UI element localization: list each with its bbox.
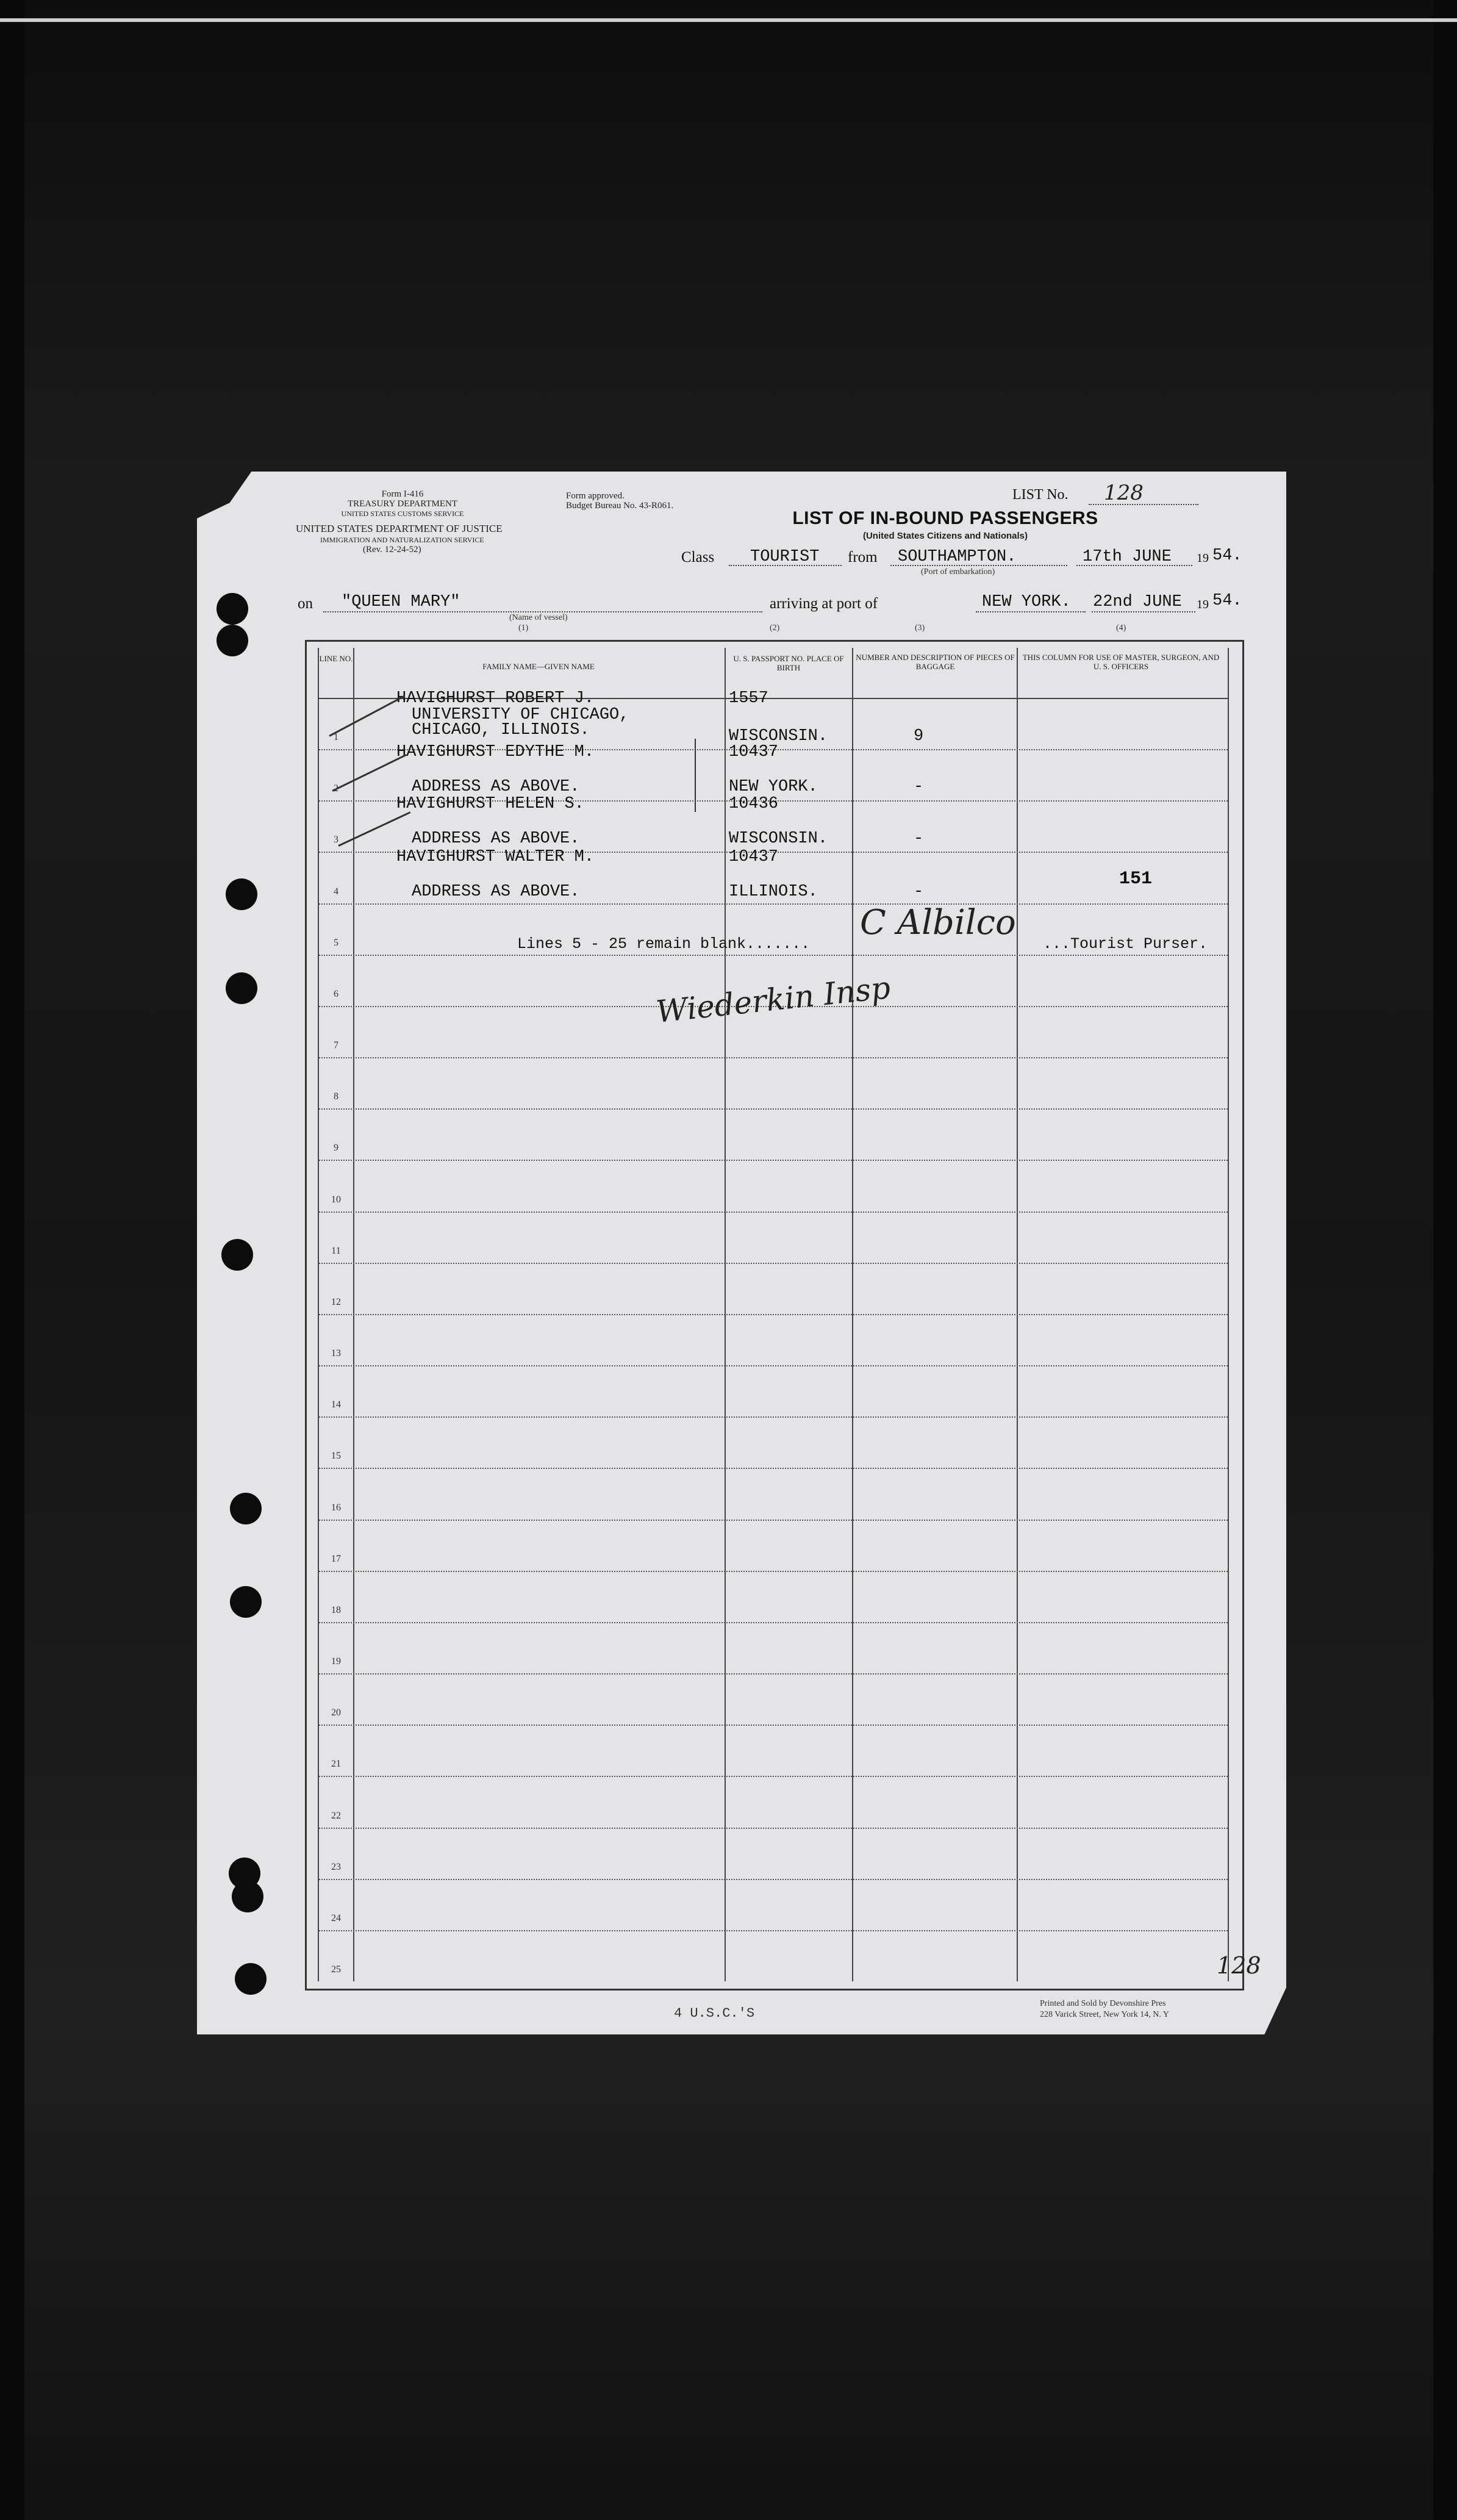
punch-hole — [226, 878, 257, 910]
passenger-1-name: HAVIGHURST ROBERT J. — [396, 689, 595, 708]
tourist-purser: ...Tourist Purser. — [1043, 935, 1208, 953]
year-prefix: 19 — [1197, 551, 1209, 565]
passenger-1-baggage: 9 — [914, 727, 924, 745]
passenger-2-birthplace: NEW YORK. — [729, 778, 818, 796]
col-caption-2: (2) — [770, 623, 780, 633]
film-edge-left — [0, 0, 24, 2520]
passenger-3-passport: 10436 — [729, 795, 779, 813]
col-header-baggage: NUMBER AND DESCRIPTION OF PIECES OF BAGGAGE — [856, 653, 1015, 671]
uscs-footer: 4 U.S.C.'S — [674, 2006, 755, 2021]
row-rule — [319, 1725, 1228, 1726]
row-rule — [319, 1468, 1228, 1469]
punch-hole — [217, 593, 248, 625]
arrival-port: NEW YORK. — [982, 593, 1071, 611]
departure-date: 17th JUNE — [1083, 548, 1172, 566]
col-caption-4: (4) — [1116, 623, 1126, 633]
col-caption-3: (3) — [915, 623, 925, 633]
line-number: 11 — [331, 1245, 341, 1256]
from-underline — [890, 565, 1067, 566]
vessel-underline — [323, 611, 762, 612]
film-edge-top — [0, 18, 1457, 22]
passenger-3-address: ADDRESS AS ABOVE. — [412, 830, 580, 848]
passenger-4-passport: 10437 — [729, 848, 779, 866]
line-number: 1 — [334, 732, 338, 743]
vessel-caption: (Name of vessel) — [509, 613, 568, 622]
line-number: 12 — [331, 1296, 341, 1307]
on-label: on — [298, 595, 313, 612]
budget-bureau: Budget Bureau No. 43-R061. — [566, 501, 674, 511]
line-number: 7 — [334, 1040, 338, 1051]
port-caption: (Port of embarkation) — [921, 567, 995, 576]
line-number: 18 — [331, 1604, 341, 1615]
passenger-2-name: HAVIGHURST EDYTHE M. — [396, 743, 595, 761]
page-title: LIST OF IN-BOUND PASSENGERS — [792, 508, 1098, 528]
row-rule — [319, 1263, 1228, 1264]
passenger-2-baggage: - — [914, 778, 924, 796]
class-value: TOURIST — [750, 548, 820, 566]
line-number: 25 — [331, 1964, 341, 1975]
inspector-signature: Wiederkin Insp — [654, 970, 892, 1030]
printer-line-2: 228 Varick Street, New York 14, N. Y — [1040, 2010, 1169, 2019]
passenger-1-birthplace: WISCONSIN. — [729, 727, 828, 745]
blank-lines-note: Lines 5 - 25 remain blank....... — [517, 935, 811, 953]
line-number: 20 — [331, 1707, 341, 1718]
purser-signature: C Albilco — [860, 903, 1016, 942]
passenger-1-address1: UNIVERSITY OF CHICAGO, — [412, 706, 629, 724]
arrival-date-underline — [1092, 611, 1195, 612]
line-number: 24 — [331, 1912, 341, 1923]
row-rule — [319, 1212, 1228, 1213]
page-mark: 128 — [1217, 1952, 1261, 1979]
line-number: 14 — [331, 1399, 341, 1410]
departure-year: 54. — [1212, 547, 1242, 565]
row-rule — [319, 1930, 1228, 1931]
line-number: 22 — [331, 1810, 341, 1821]
printer-line-1: Printed and Sold by Devonshire Pres — [1040, 1999, 1166, 2008]
port-underline — [976, 611, 1086, 612]
passenger-4-name: HAVIGHURST WALTER M. — [396, 848, 595, 866]
arrival-date: 22nd JUNE — [1093, 593, 1182, 611]
col-header-line: LINE NO. — [319, 654, 353, 663]
row-rule — [319, 1673, 1228, 1675]
row-rule — [319, 1622, 1228, 1623]
punch-hole — [217, 625, 248, 656]
row-rule — [319, 1776, 1228, 1777]
class-label: Class — [681, 549, 715, 565]
from-label: from — [848, 549, 878, 565]
passenger-1-address2: CHICAGO, ILLINOIS. — [412, 721, 590, 739]
passenger-3-birthplace: WISCONSIN. — [729, 830, 828, 848]
passenger-4-baggage: - — [914, 883, 924, 901]
line-number: 10 — [331, 1194, 341, 1205]
row-rule — [319, 1571, 1228, 1572]
col-header-passport: U. S. PASSPORT NO. PLACE OF BIRTH — [733, 654, 844, 672]
row-rule — [319, 1314, 1228, 1315]
form-approved: Form approved. — [566, 491, 625, 501]
line-number: 23 — [331, 1861, 341, 1872]
department-of-justice: UNITED STATES DEPARTMENT OF JUSTICE — [296, 523, 503, 534]
vessel-name: "QUEEN MARY" — [342, 593, 460, 611]
line-number: 2 — [334, 783, 338, 794]
punch-hole — [226, 972, 257, 1004]
passenger-1-passport: 1557 — [729, 689, 768, 708]
line-number: 19 — [331, 1656, 341, 1667]
line-number: 6 — [334, 988, 338, 999]
passenger-3-baggage: - — [914, 830, 924, 848]
line-number: 3 — [334, 835, 338, 845]
list-number: 128 — [1104, 481, 1144, 505]
customs-service: UNITED STATES CUSTOMS SERVICE — [341, 509, 464, 518]
col-caption-1: (1) — [518, 623, 529, 633]
col-header-name: FAMILY NAME—GIVEN NAME — [482, 662, 595, 671]
passenger-2-address: ADDRESS AS ABOVE. — [412, 778, 580, 796]
line-number: 5 — [334, 937, 338, 948]
row-rule — [319, 1828, 1228, 1829]
punch-hole — [232, 1881, 263, 1912]
row-rule — [319, 1108, 1228, 1110]
line-number: 13 — [331, 1348, 341, 1359]
revision-date: (Rev. 12-24-52) — [363, 545, 421, 555]
passenger-3-name: HAVIGHURST HELEN S. — [396, 795, 584, 813]
punch-hole — [221, 1239, 253, 1271]
film-edge-right — [1433, 0, 1457, 2520]
date-underline — [1076, 565, 1192, 566]
line-number: 8 — [334, 1091, 338, 1102]
line-number: 9 — [334, 1143, 338, 1154]
bracket-mark — [695, 739, 696, 812]
line-number: 17 — [331, 1553, 341, 1564]
embarkation-port: SOUTHAMPTON. — [898, 548, 1017, 566]
class-underline — [729, 565, 842, 566]
col-header-officers: THIS COLUMN FOR USE OF MASTER, SURGEON, AND U. S. OFFICERS — [1022, 653, 1220, 671]
passenger-4-address: ADDRESS AS ABOVE. — [412, 883, 580, 901]
punch-hole — [230, 1493, 262, 1524]
row-rule — [319, 903, 1228, 905]
page-subtitle: (United States Citizens and Nationals) — [862, 531, 1028, 541]
row-rule — [319, 1160, 1228, 1161]
line-number: 4 — [334, 886, 338, 897]
arrival-year: 54. — [1212, 592, 1242, 610]
passenger-4-birthplace: ILLINOIS. — [729, 883, 818, 901]
passenger-4-officer: 151 — [1119, 869, 1153, 889]
treasury-department: TREASURY DEPARTMENT — [347, 499, 458, 509]
arriving-label: arriving at port of — [770, 595, 878, 612]
row-rule — [319, 1520, 1228, 1521]
row-rule — [319, 1416, 1228, 1418]
list-no-label: LIST No. — [1012, 487, 1069, 503]
row-rule — [319, 1879, 1228, 1880]
line-number: 15 — [331, 1451, 341, 1462]
punch-hole — [235, 1963, 267, 1995]
row-rule — [319, 955, 1228, 956]
passenger-2-passport: 10437 — [729, 743, 779, 761]
line-number: 16 — [331, 1502, 341, 1513]
punch-hole — [230, 1586, 262, 1618]
arrival-year-prefix: 19 — [1197, 598, 1209, 611]
immigration-service: IMMIGRATION AND NATURALIZATION SERVICE — [320, 536, 484, 544]
row-rule — [319, 1057, 1228, 1058]
form-number: Form I-416 — [381, 489, 424, 499]
line-number: 21 — [331, 1759, 341, 1770]
row-rule — [319, 1365, 1228, 1366]
